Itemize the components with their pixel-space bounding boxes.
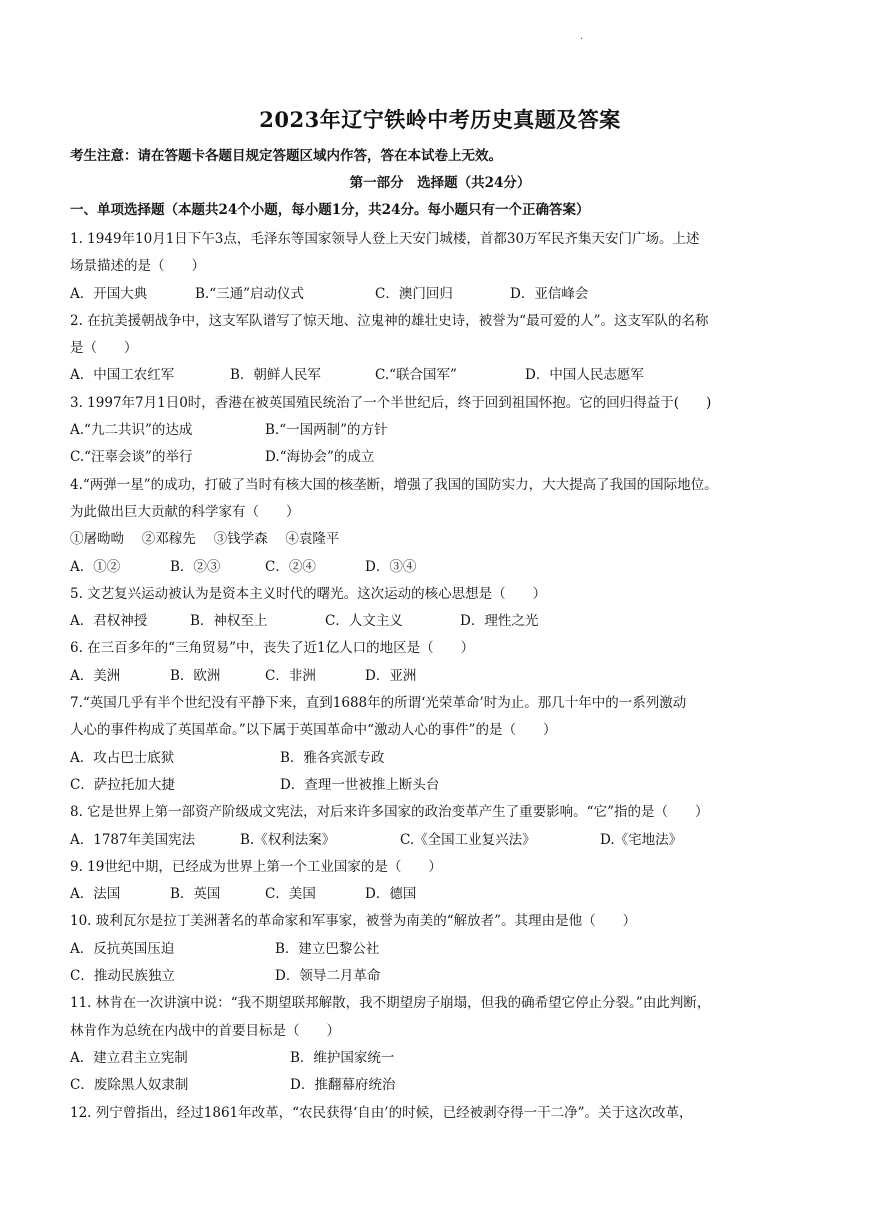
option-A[interactable]: A．美洲 <box>70 667 121 684</box>
option-B[interactable]: B．欧洲 <box>170 667 221 684</box>
question-list <box>70 226 810 1127</box>
options-row <box>70 745 810 772</box>
options-row <box>70 963 810 990</box>
question-text-line: 11. 林肯在一次讲演中说：“我不期望联邦解散，我不期望房子崩塌，但我的确希望它停止分裂。”由此判断， <box>70 995 711 1012</box>
question-text-line: 场景描述的是（ ） <box>70 258 205 275</box>
options-row <box>70 281 810 308</box>
option-B[interactable]: B.“一国两制”的方针 <box>265 422 388 439</box>
question-text-line: 7.“英国几乎有半个世纪没有平静下来，直到1688年的所谓‘光荣革命’时为止。那几十年中的一系列激动 <box>70 695 687 712</box>
question-11 <box>70 990 810 1099</box>
option-B[interactable]: B.“三通”启动仪式 <box>195 285 305 302</box>
question-4 <box>70 472 810 581</box>
option-A[interactable]: A.“九二共识”的达成 <box>70 422 193 439</box>
options-row <box>70 772 810 799</box>
question-text-line: 12. 列宁曾指出，经过1861年改革，“农民获得‘自由’的时候，已经被剥夺得一干二净”。关于这次改革， <box>70 1104 693 1121</box>
option-B[interactable]: B．雅各宾派专政 <box>280 749 385 766</box>
exam-notice: 考生注意：请在答题卡各题目规定答题区域内作答，答在本试卷上无效。 <box>70 148 502 164</box>
option-D[interactable]: D.“海协会”的成立 <box>265 449 375 466</box>
option-C[interactable]: C．非洲 <box>265 667 316 684</box>
question-12 <box>70 1100 810 1127</box>
option-B[interactable]: B.《权利法案》 <box>240 831 336 848</box>
option-C[interactable]: C．澳门回归 <box>375 285 453 302</box>
option-A[interactable]: A．开国大典 <box>70 285 148 302</box>
exam-page <box>70 104 810 1127</box>
question-text-line: 2. 在抗美援朝战争中，这支军队谱写了惊天地、泣鬼神的雄壮史诗，被誉为“最可爱的人”。这支军队的名称 <box>70 312 709 329</box>
option-D[interactable]: D.《宅地法》 <box>600 831 683 848</box>
question-text-line: 人心的事件构成了英国革命。”以下属于英国革命中“激动人心的事件”的是（ ） <box>70 722 557 739</box>
question-7 <box>70 690 810 799</box>
question-2 <box>70 308 810 390</box>
question-text-line: 为此做出巨大贡献的科学家有（ ） <box>70 503 300 520</box>
question-text-line: 9. 19世纪中期，已经成为世界上第一个工业国家的是（ ） <box>70 858 442 875</box>
question-3 <box>70 390 810 472</box>
option-D[interactable]: D．③④ <box>365 558 417 575</box>
option-D[interactable]: D．亚洲 <box>365 667 417 684</box>
option-A[interactable]: A．①② <box>70 558 121 575</box>
question-text-line: 8. 它是世界上第一部资产阶级成文宪法，对后来许多国家的政治变革产生了重要影响。“它”指的是（ ） <box>70 804 709 821</box>
options-row <box>70 362 810 389</box>
options-row <box>70 608 810 635</box>
option-D[interactable]: D．亚信峰会 <box>510 285 589 302</box>
question-1 <box>70 226 810 308</box>
option-A[interactable]: A．君权神授 <box>70 613 148 630</box>
question-text-line: 3. 1997年7月1日0时，香港在被英国殖民统治了一个半世纪后，终于回到祖国怀抱。它的回归得益于( ) <box>70 394 712 411</box>
option-C[interactable]: C．人文主义 <box>325 613 403 630</box>
question-text-line: 10. 玻利瓦尔是拉丁美洲著名的革命家和军事家，被誉为南美的“解放者”。其理由是他（ ） <box>70 913 637 930</box>
option-A[interactable]: A．反抗英国压迫 <box>70 940 175 957</box>
question-5 <box>70 581 810 636</box>
option-A[interactable]: A．建立君主立宪制 <box>70 1049 188 1066</box>
option-D[interactable]: D．领导二月革命 <box>275 968 381 985</box>
option-C[interactable]: C.“汪辜会谈”的举行 <box>70 449 193 466</box>
option-A[interactable]: A．法国 <box>70 886 121 903</box>
question-text-line: 1. 1949年10月1日下午3点，毛泽东等国家领导人登上天安门城楼，首都30万军民齐集天安门广场。上述 <box>70 231 700 247</box>
option-D[interactable]: D．推翻幕府统治 <box>290 1077 396 1094</box>
options-row <box>70 554 810 581</box>
question-10 <box>70 908 810 990</box>
option-B[interactable]: B．神权至上 <box>190 613 268 630</box>
question-8 <box>70 799 810 854</box>
option-C[interactable]: C.“联合国军” <box>375 367 457 384</box>
section-heading: 一、单项选择题（本题共24个小题，每小题1分，共24分。每小题只有一个正确答案） <box>70 202 590 218</box>
question-6 <box>70 635 810 690</box>
option-C[interactable]: C．美国 <box>265 886 316 903</box>
question-text-line: 是（ ） <box>70 340 138 357</box>
question-text-line: 6. 在三百多年的“三角贸易”中，丧失了近1亿人口的地区是（ ） <box>70 640 475 657</box>
page-mark: · <box>580 34 584 45</box>
part-heading: 第一部分 选择题（共24分） <box>349 175 531 191</box>
question-text-line: 林肯作为总统在内战中的首要目标是（ ） <box>70 1022 340 1039</box>
options-row <box>70 417 810 444</box>
option-B[interactable]: B．②③ <box>170 558 221 575</box>
options-row <box>70 827 810 854</box>
options-row <box>70 881 810 908</box>
option-A[interactable]: A．中国工农红军 <box>70 367 175 384</box>
options-row <box>70 444 810 471</box>
option-C[interactable]: C．推动民族独立 <box>70 968 175 985</box>
option-C[interactable]: C．萨拉托加大捷 <box>70 776 175 793</box>
option-C[interactable]: C.《全国工业复兴法》 <box>400 831 536 848</box>
question-text-line: 4.“两弹一星”的成功，打破了当时有核大国的核垄断，增强了我国的国防实力，大大提高了我国的国际地位。 <box>70 476 718 493</box>
option-A[interactable]: A．1787年美国宪法 <box>70 831 196 848</box>
option-A[interactable]: A．攻占巴士底狱 <box>70 749 175 766</box>
options-row <box>70 1072 810 1099</box>
question-text-line: 5. 文艺复兴运动被认为是资本主义时代的曙光。这次运动的核心思想是（ ） <box>70 585 547 602</box>
option-B[interactable]: B．维护国家统一 <box>290 1049 395 1066</box>
question-text-line: ①屠呦呦 ②邓稼先 ③钱学森 ④袁隆平 <box>70 531 340 548</box>
document-title: 2023年辽宁铁岭中考历史真题及答案 <box>259 107 621 132</box>
options-row <box>70 663 810 690</box>
option-C[interactable]: C．②④ <box>265 558 316 575</box>
question-9 <box>70 854 810 909</box>
options-row <box>70 936 810 963</box>
option-B[interactable]: B．建立巴黎公社 <box>275 940 380 957</box>
option-D[interactable]: D．查理一世被推上断头台 <box>280 776 440 793</box>
option-C[interactable]: C．废除黑人奴隶制 <box>70 1077 189 1094</box>
option-B[interactable]: B．英国 <box>170 886 221 903</box>
option-D[interactable]: D．理性之光 <box>460 613 539 630</box>
options-row <box>70 1045 810 1072</box>
option-D[interactable]: D．德国 <box>365 886 417 903</box>
option-D[interactable]: D．中国人民志愿军 <box>525 367 644 384</box>
option-B[interactable]: B．朝鲜人民军 <box>230 367 321 384</box>
